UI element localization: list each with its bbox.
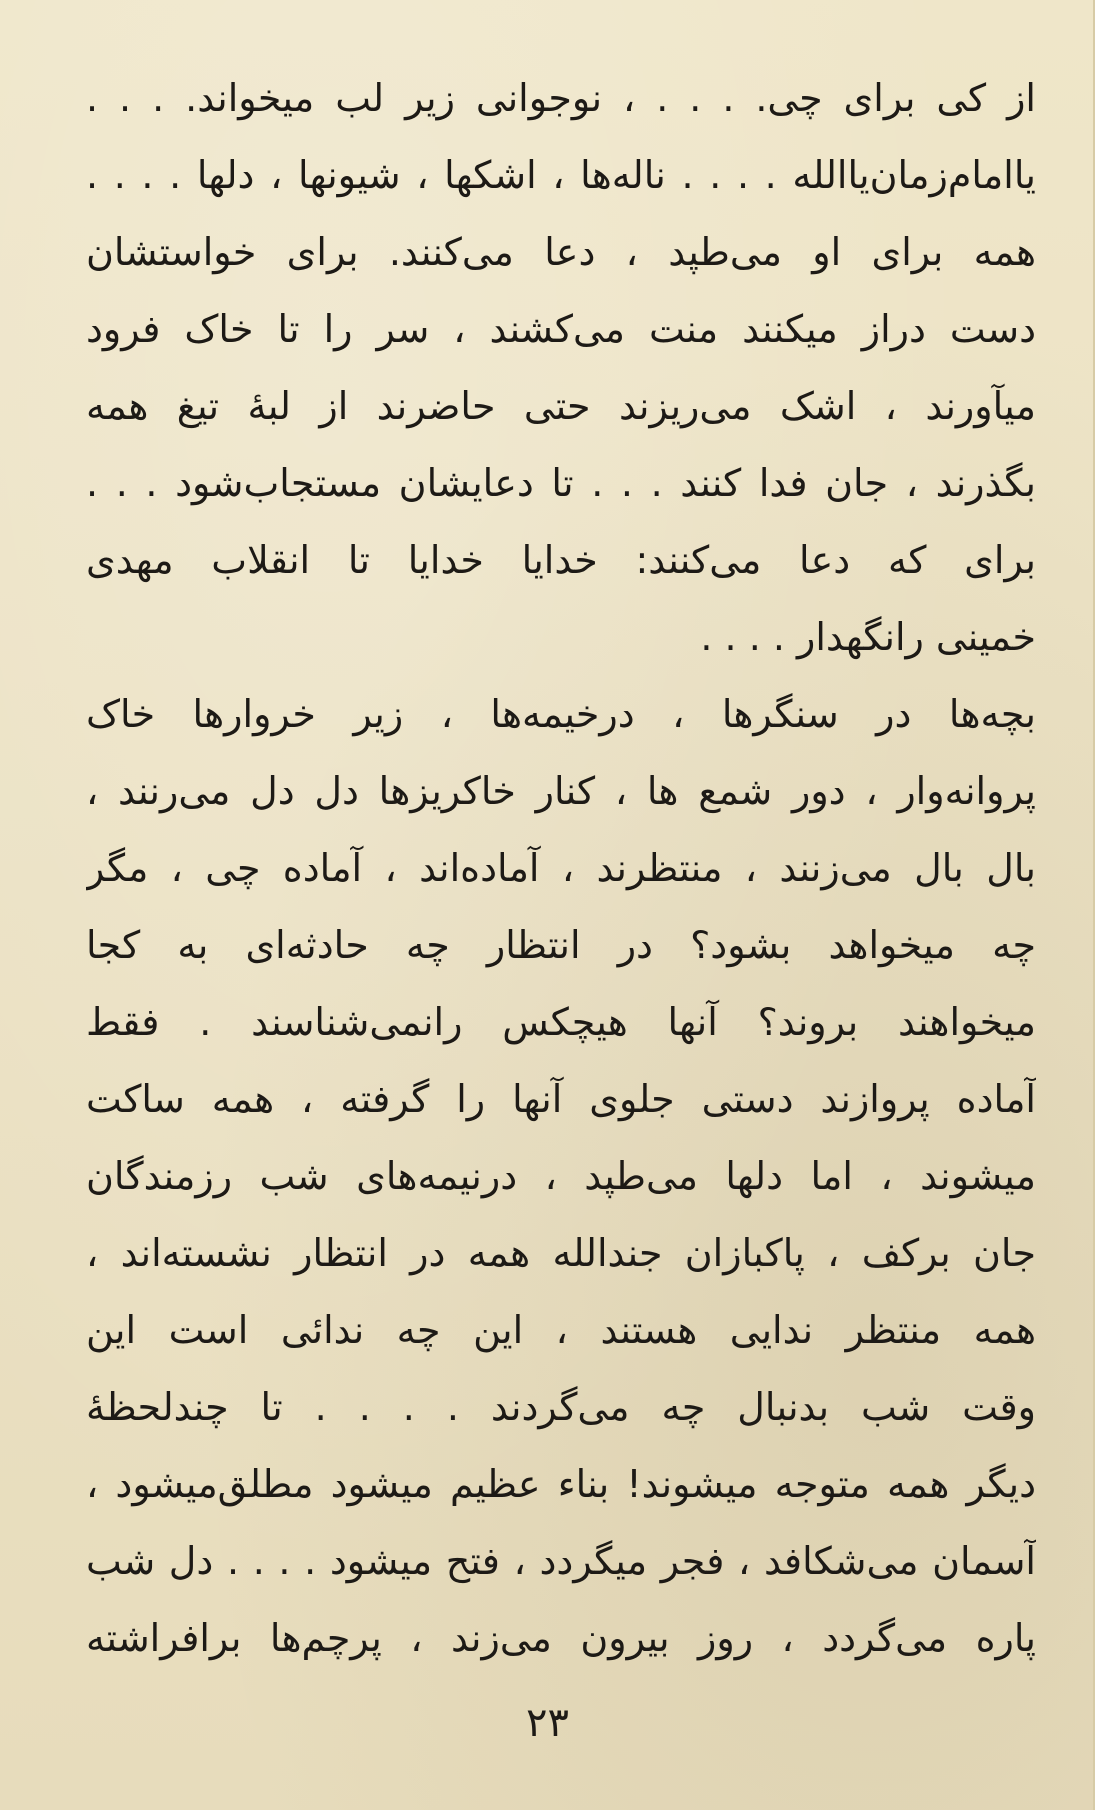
text-line: میشوند ، اما دلها می‌طپد ، درنیمه‌های شب رزمندگان — [86, 1154, 1036, 1198]
text-line: میخواهند بروند؟ آنها هیچکس رانمی‌شناسند . فقط — [86, 1000, 1036, 1044]
page-number: ۲۳ — [526, 1700, 569, 1746]
text-line: همه منتظر ندایی هستند ، این چه ندائی است این — [86, 1308, 1036, 1352]
text-line: وقت شب بدنبال چه می‌گردند . . . . تا چندلحظهٔ — [86, 1385, 1036, 1429]
text-line: دیگر همه متوجه میشوند! بناء عظیم میشود مطلق‌میشود ، — [86, 1462, 1036, 1506]
text-line: جان برکف ، پاکبازان جندالله همه در انتظار نشسته‌اند ، — [86, 1231, 1036, 1275]
text-line: آماده پروازند دستی جلوی آنها را گرفته ، همه ساکت — [86, 1077, 1036, 1121]
text-line: میآورند ، اشک می‌ریزند حتی حاضرند از لبهٔ تیغ همه — [86, 384, 1036, 428]
text-line: یاامام‌زمان‌یاالله . . . . ناله‌ها ، اشکها ، شیونها ، دلها . . . . — [86, 153, 1036, 197]
text-line: خمینی رانگهدار . . . . — [700, 615, 1036, 659]
text-line: آسمان می‌شکافد ، فجر میگردد ، فتح میشود . . . . دل شب — [86, 1539, 1036, 1583]
body-text — [86, 60, 1036, 1677]
text-line: از کی برای چی. . . . ، نوجوانی زیر لب میخواند. . . . — [86, 76, 1036, 120]
text-line: پروانه‌وار ، دور شمع ها ، کنار خاکریزها دل دل می‌رنند ، — [86, 769, 1036, 813]
text-line: پاره می‌گردد ، روز بیرون می‌زند ، پرچم‌ها برافراشته — [86, 1616, 1036, 1660]
text-line: بال بال می‌زنند ، منتظرند ، آماده‌اند ، آماده چی ، مگر — [86, 846, 1036, 890]
text-line: چه میخواهد بشود؟ در انتظار چه حادثه‌ای به کجا — [86, 923, 1036, 967]
text-line: برای که دعا می‌کنند: خدایا خدایا تا انقلاب مهدی — [86, 538, 1036, 582]
text-line: بچه‌ها در سنگرها ، درخیمه‌ها ، زیر خروارها خاک — [86, 692, 1036, 736]
text-line: بگذرند ، جان فدا کنند . . . تا دعایشان مستجاب‌شود . . . — [86, 461, 1036, 505]
text-line: همه برای او می‌طپد ، دعا می‌کنند. برای خواستشان — [86, 230, 1036, 274]
text-line: دست دراز میکنند منت می‌کشند ، سر را تا خاک فرود — [86, 307, 1036, 351]
